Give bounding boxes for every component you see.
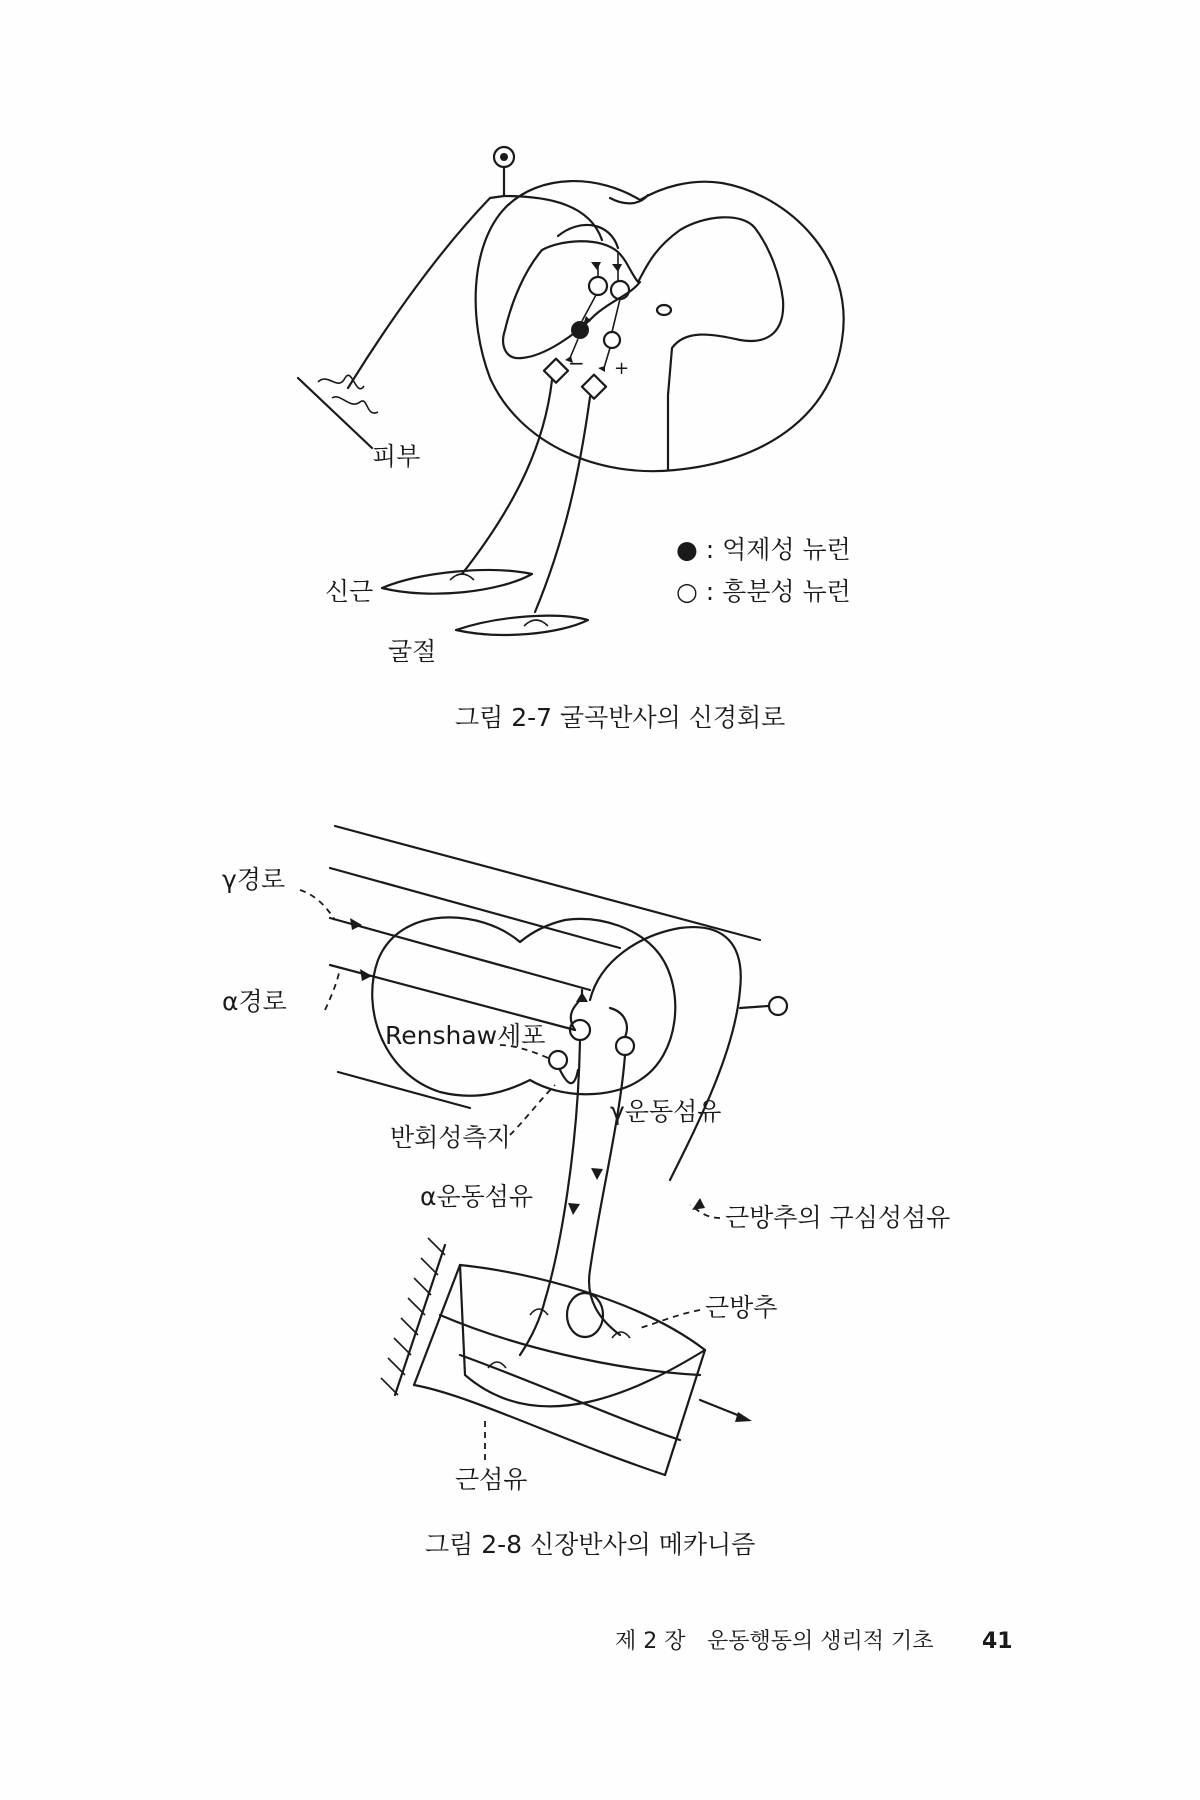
muscle-outline-lower	[414, 1385, 665, 1475]
gamma-afferent-branch	[610, 1008, 627, 1037]
legend-excitatory: ○ : 흥분성 뉴런	[676, 577, 851, 606]
label-gamma-path: γ경로	[222, 865, 286, 894]
dorsal-sulcus	[610, 195, 648, 203]
stretch-receptor	[769, 997, 787, 1015]
label-spindle-afferent: 근방추의 구심성섬유	[725, 1203, 951, 1232]
gamma-motor-neuron	[616, 1037, 634, 1055]
leader-recurrent	[510, 1085, 555, 1135]
descending-pathway	[338, 1072, 470, 1108]
end-plate	[530, 1309, 548, 1315]
page-number: 41	[982, 1629, 1013, 1654]
arrow-head	[591, 1168, 603, 1180]
terminal-arrow	[612, 264, 622, 272]
extensor-muscle	[382, 570, 532, 594]
page-footer	[615, 1629, 1013, 1654]
label-gamma-motor: γ운동섬유	[610, 1097, 722, 1126]
central-canal	[657, 305, 671, 315]
leader-alpha-path	[325, 968, 340, 1010]
figure-2-7-flexion-reflex	[298, 147, 851, 732]
arrow-head	[360, 969, 372, 981]
inhibitory-interneuron	[571, 321, 589, 339]
excitation-sign: +	[614, 358, 630, 379]
muscle-fiber-inner	[440, 1315, 700, 1375]
label-recurrent: 반회성측지	[390, 1123, 511, 1152]
footer-chapter: 제 2 장	[615, 1629, 686, 1654]
arrow-head	[568, 1203, 580, 1215]
figure-2-8-caption: 그림 2-8 신장반사의 메카니즘	[425, 1530, 756, 1559]
flexor-muscle	[456, 616, 588, 635]
terminal-arrow	[576, 992, 588, 1002]
terminal-arrow	[598, 366, 605, 372]
leader-gamma-path	[300, 890, 335, 920]
muscle-fiber-inner	[460, 1355, 680, 1440]
fixed-wall	[381, 1238, 445, 1395]
end-plate	[524, 620, 548, 626]
label-extensor: 신근	[325, 577, 374, 606]
recurrent-collateral	[560, 1070, 578, 1083]
arrow-head	[350, 918, 362, 930]
label-alpha-motor: α운동섬유	[420, 1182, 534, 1211]
leader-spindle	[640, 1310, 700, 1328]
descending-pathway	[335, 826, 760, 940]
motor-fiber-extensor	[462, 380, 552, 574]
spinal-cord-section	[372, 917, 675, 1095]
descending-pathway	[330, 868, 620, 948]
label-muscle-fiber: 근섬유	[455, 1465, 528, 1494]
extensor-motor-neuron	[582, 375, 606, 399]
muscle-tendon-left	[414, 1265, 460, 1385]
renshaw-cell	[549, 1051, 567, 1069]
afferent-branch	[558, 225, 618, 248]
receptor-icon-center	[500, 153, 508, 161]
excitatory-interneuron	[589, 277, 607, 295]
arrow-head	[735, 1412, 752, 1422]
spinal-cord-outline	[476, 181, 844, 471]
inhibition-sign: −	[568, 351, 585, 375]
motor-fiber-flexor	[535, 397, 590, 612]
arrow-head	[692, 1198, 705, 1210]
label-renshaw: Renshaw세포	[385, 1021, 546, 1050]
muscle-spindle	[567, 1293, 603, 1337]
label-flexor: 굴절	[388, 637, 437, 666]
figure-2-7-caption: 그림 2-7 굴곡반사의 신경회로	[455, 703, 786, 732]
figure-2-8-stretch-reflex	[222, 826, 950, 1559]
legend-inhibitory: ● : 억제성 뉴런	[676, 535, 851, 564]
label-skin: 피부	[372, 442, 421, 471]
excitatory-interneuron	[604, 332, 620, 348]
terminal-arrow	[591, 262, 601, 270]
footer-title: 운동행동의 생리적 기초	[707, 1629, 934, 1654]
flexor-motor-neuron	[544, 359, 568, 383]
label-alpha-path: α경로	[222, 987, 287, 1016]
skin-nerve-endings	[318, 375, 378, 413]
label-spindle: 근방추	[705, 1293, 778, 1322]
excitatory-interneuron	[611, 281, 629, 299]
